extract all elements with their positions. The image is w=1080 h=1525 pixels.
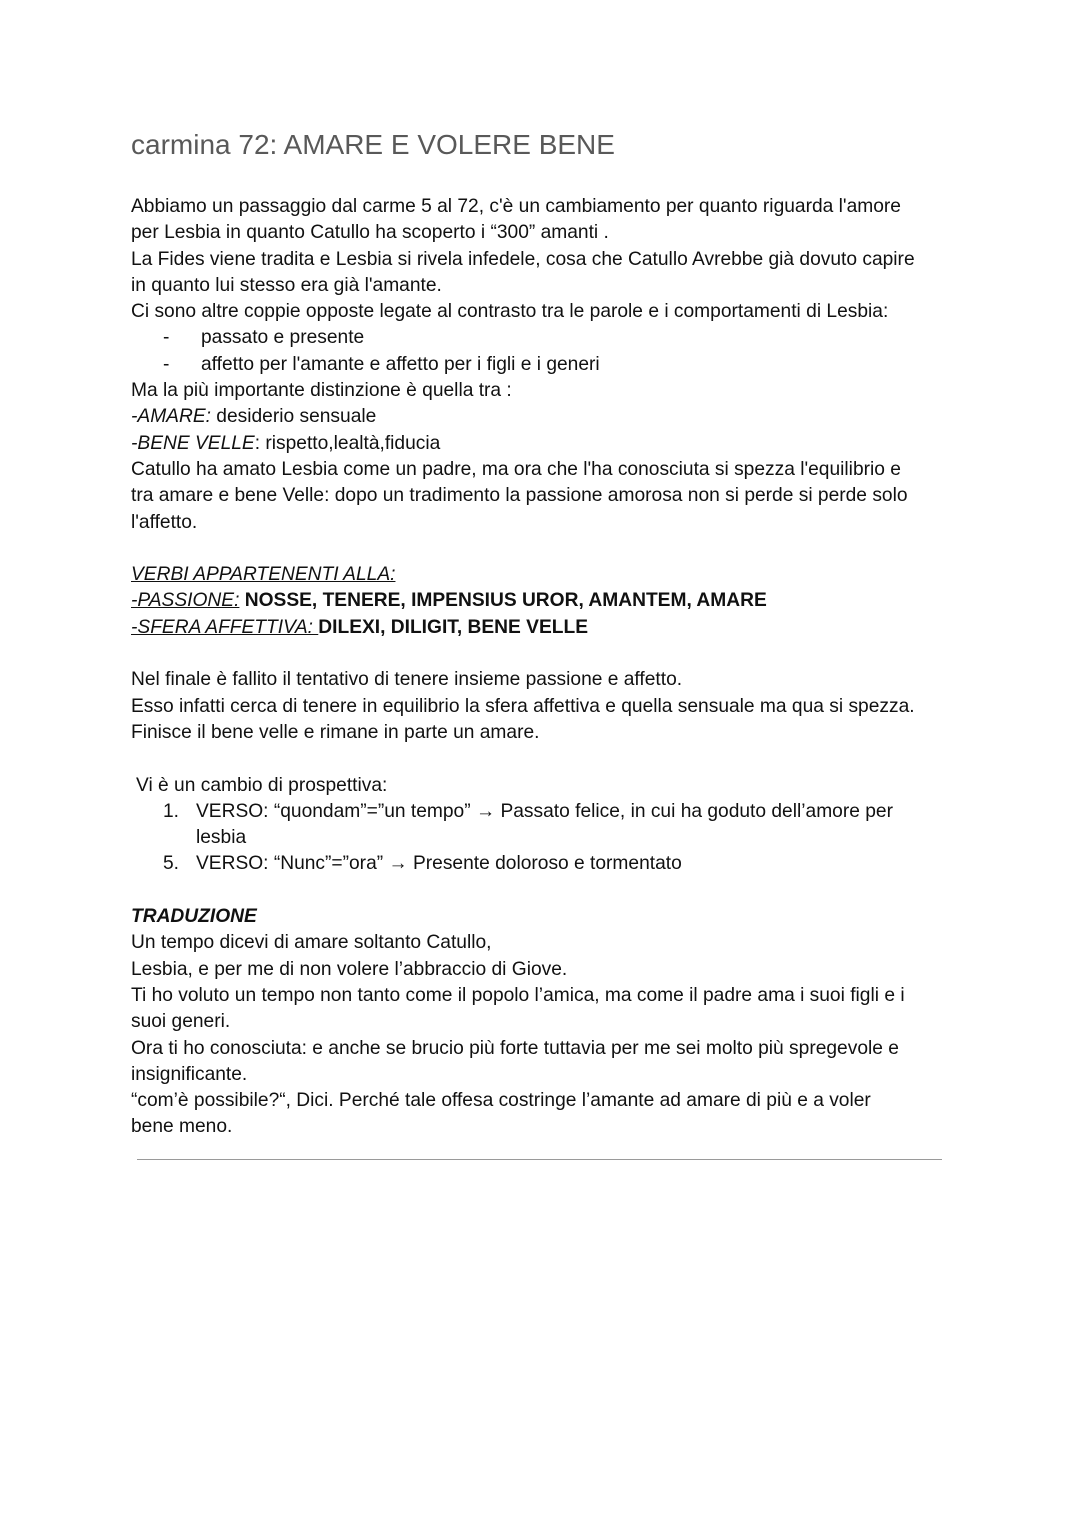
bene-velle-text: : rispetto,lealtà,fiducia <box>254 432 441 454</box>
sfera-affettiva-words: DILEXI, DILIGIT, BENE VELLE <box>318 616 589 638</box>
bene-velle-label: -BENE VELLE <box>131 432 255 454</box>
intro-line: Abbiamo un passaggio dal carme 5 al 72, c'è un cambiamento per quanto riguarda l'amore <box>131 196 901 217</box>
item-text: VERSO: “Nunc”=”ora” → Presente doloroso e tormentato <box>196 853 682 875</box>
item-text-continued: lesbia <box>196 827 247 849</box>
list-item <box>131 352 961 378</box>
item-text: VERSO: “quondam”=”un tempo” → Passato felice, in cui ha goduto dell’amore per <box>196 800 893 822</box>
numbered-item <box>131 851 961 877</box>
catullo-line: Catullo ha amato Lesbia come un padre, ma ora che l'ha conosciuta si spezza l'equilibrio e <box>131 458 901 480</box>
item-number: 5. <box>163 853 180 875</box>
traduzione-heading: TRADUZIONE <box>131 906 257 928</box>
sfera-affettiva-line <box>131 615 961 641</box>
traduzione-line: insignificante. <box>131 1063 248 1085</box>
traduzione-line: “com’è possibile?“, Dici. Perché tale offesa costringe l’amante ad amare di più e a voler <box>131 1090 871 1112</box>
list-item-text: passato e presente <box>201 327 365 349</box>
passione-words: NOSSE, TENERE, IMPENSIUS UROR, AMANTEM, AMARE <box>239 590 767 612</box>
list-dash: - <box>163 327 170 349</box>
list-dash: - <box>163 353 170 375</box>
traduzione-line: Un tempo dicevi di amare soltanto Catullo, <box>131 932 492 954</box>
traduzione-line: Ora ti ho conosciuta: e anche se brucio più forte tuttavia per me sei molto più spregevole e <box>131 1037 899 1059</box>
list-item <box>131 325 961 351</box>
intro-line: per Lesbia in quanto Catullo ha scoperto i “300” amanti . <box>131 222 609 244</box>
intro-line: La Fides viene tradita e Lesbia si rivela infedele, cosa che Catullo Avrebbe già dovuto capire <box>131 248 915 270</box>
passione-line <box>131 588 961 614</box>
finale-line: Finisce il bene velle e rimane in parte un amare. <box>131 721 540 743</box>
list-item-text: affetto per l'amante e affetto per i figli e i generi <box>201 353 600 375</box>
traduzione-line: Lesbia, e per me di non volere l’abbraccio di Giove. <box>131 958 568 980</box>
amare-definition <box>131 404 961 430</box>
numbered-item <box>131 799 961 852</box>
amare-text: desiderio sensuale <box>210 406 377 428</box>
traduzione-line: bene meno. <box>131 1116 233 1138</box>
document-body <box>131 194 961 1141</box>
verbi-heading: VERBI APPARTENENTI ALLA: <box>131 564 396 586</box>
intro-line: in quanto lui stesso era già l'amante. <box>131 274 442 296</box>
bene-velle-definition <box>131 431 961 457</box>
distinction-intro: Ma la più importante distinzione è quella tra : <box>131 380 512 402</box>
horizontal-rule <box>137 1159 942 1160</box>
passione-label: -PASSIONE: <box>131 590 240 612</box>
catullo-line: tra amare e bene Velle: dopo un tradimento la passione amorosa non si perde si perde solo <box>131 485 908 507</box>
page-title: carmina 72: AMARE E VOLERE BENE <box>131 129 615 160</box>
prospettiva-intro: Vi è un cambio di prospettiva: <box>136 774 388 796</box>
amare-label: -AMARE: <box>131 406 211 428</box>
finale-line: Esso infatti cerca di tenere in equilibrio la sfera affettiva e quella sensuale ma qua si spezza. <box>131 695 915 717</box>
sfera-affettiva-label: -SFERA AFFETTIVA: <box>131 616 319 638</box>
item-number: 1. <box>163 800 180 822</box>
intro-line: Ci sono altre coppie opposte legate al contrasto tra le parole e i comportamenti di Lesbia: <box>131 301 889 323</box>
traduzione-line: suoi generi. <box>131 1011 231 1033</box>
traduzione-line: Ti ho voluto un tempo non tanto come il popolo l’amica, ma come il padre ama i suoi figli e i <box>131 984 905 1006</box>
catullo-line: l'affetto. <box>131 511 198 533</box>
finale-line: Nel finale è fallito il tentativo di tenere insieme passione e affetto. <box>131 669 683 691</box>
